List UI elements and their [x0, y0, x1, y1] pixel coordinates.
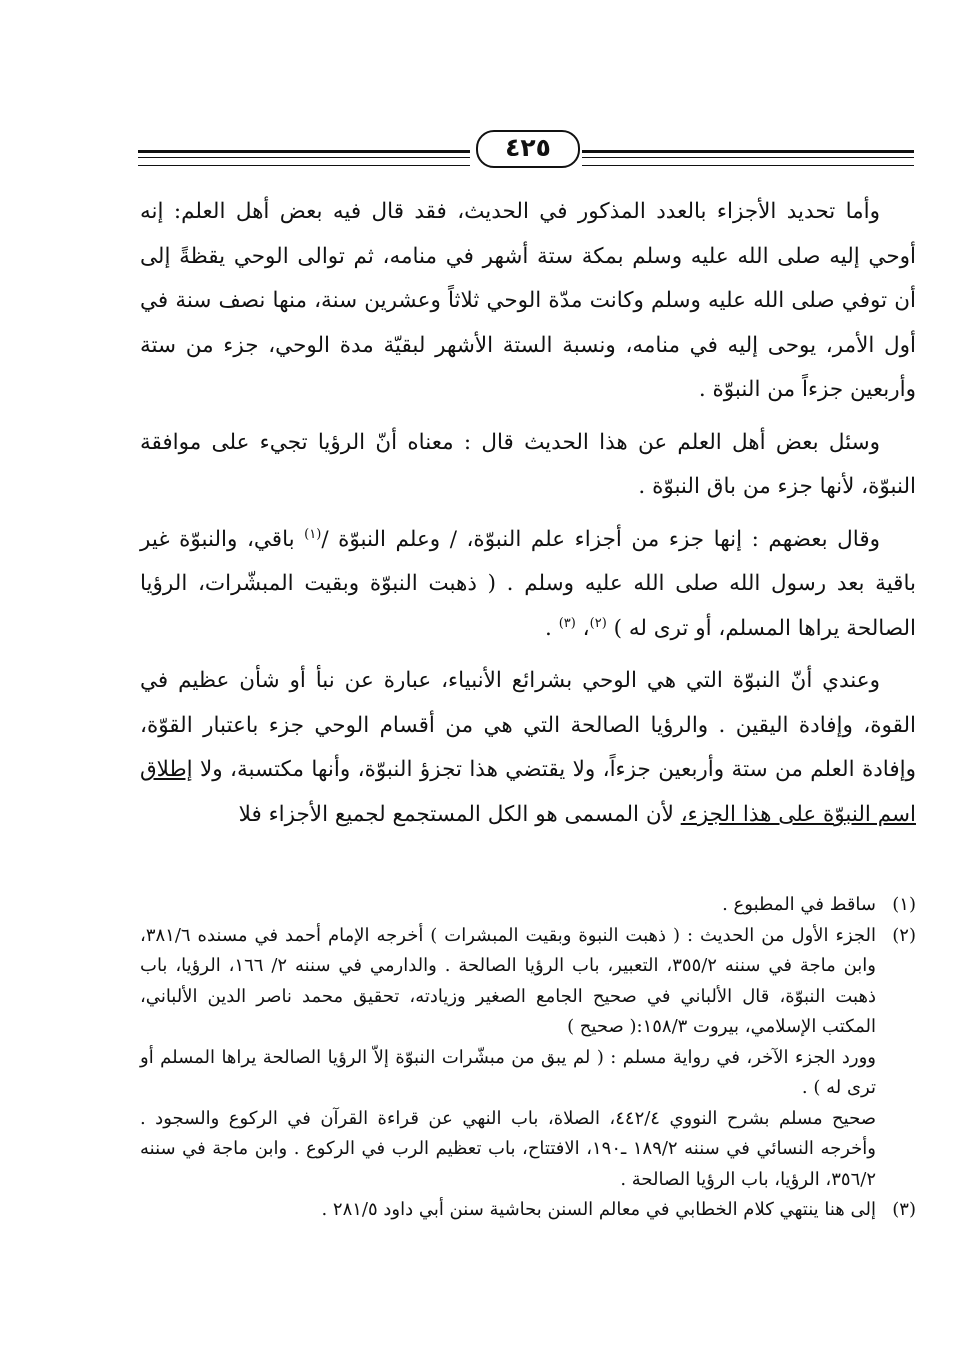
footnote-number: (٣): [892, 1199, 916, 1220]
main-text: [140, 190, 916, 837]
paragraph-3: [140, 518, 916, 652]
paragraph-3-part-b: باقي، والنبوّة غير باقية بعد رسول الله صلى الله عليه وسلم . ( ذهبت النبوّة وبقيت المبشّرات، الرؤيا الصالحة يراها المسلم، أو ترى له ): [140, 526, 916, 641]
footnote-ref-2[interactable]: (٢): [589, 615, 607, 631]
footnote-line: إلى هنا ينتهي كلام الخطابي في معالم السنن بحاشية سنن أبي داود ٢٨١/٥ .: [321, 1199, 876, 1220]
footnotes: [140, 890, 916, 1226]
footnote-number: (١): [892, 894, 916, 915]
header-rule-right: [582, 150, 914, 166]
page-number: ٤٢٥: [476, 130, 580, 168]
footnote-3: [140, 1195, 916, 1226]
page-header: [138, 120, 914, 170]
paragraph-3-part-a: وقال بعضهم : إنها جزء من أجزاء علم النبوّة، / وعلم النبوّة /: [321, 526, 880, 552]
footnote-line: صحيح مسلم بشرح النووي ٤٤٢/٤، الصلاة، باب النهي عن قراءة القرآن في الركوع والسجود . وأخرجه النسائي في سننه ١٨٩/٢ ـ١٩٠، الافتتاح، باب تعظيم الرب في الركوع . وابن ماجة في سننه ٣٥٦/٢، الرؤيا، باب الرؤيا الصالحة .: [140, 1107, 877, 1190]
header-rule-left: [138, 150, 470, 166]
paragraph-4-text: وعندي أنّ النبوّة التي هي الوحي بشرائع الأنبياء، عبارة عن نبأ أو شأن عظيم في القوة، وإفادة اليقين . والرؤيا الصالحة التي هي من أقسام الوحي جزء باعتبار القوّة، وإفادة العلم من ستة وأربعين جزءاً، ولا يقتضي هذا تجزؤ النبوّة، وأنها مكتسبة، ولا: [140, 668, 916, 782]
footnote-number: (٢): [892, 924, 916, 946]
footnote-ref-3[interactable]: (٣): [558, 615, 576, 631]
ref-separator: ،: [575, 615, 590, 641]
footnote-2: [140, 921, 916, 1196]
footnote-ref-1[interactable]: (١): [304, 526, 322, 542]
paragraph-1: وأما تحديد الأجزاء بالعدد المذكور في الحديث، فقد قال فيه بعض أهل العلم: إنه أوحي إليه صلى الله عليه وسلم بمكة ستة أشهر في منامه، ثم توالى الوحي يقظةً إلى أن توفي صلى الله عليه وسلم وكانت مدّة الوحي ثلاثاً وعشرين سنة، منها نصف سنة في أول الأمر، يوحى إليه في منامه، ونسبة الستة الأشهر لبقيّة مدة الوحي، جزء من ستة وأربعين جزءاً من النبوّة .: [140, 199, 916, 402]
footnote-line: الجزء الأول من الحديث : ( ذهبت النبوة وبقيت المبشرات ) أخرجه الإمام أحمد في مسنده ٣٨١/٦، وابن ماجة في سننه ٣٥٥/٢، التعبير، باب الرؤيا الصالحة . والدارمي في سننه ٢/ ١٦٦، الرؤيا، باب ذهبت النبوّة، قال الألباني في صحيح الجامع الصغير وزيادته، تحقيق محمد ناصر الدين الألباني، المكتب الإسلامي، بيروت ١٥٨/٣:( صحيح ): [140, 924, 876, 1037]
paragraph-4: [140, 659, 916, 837]
footnote-line: ساقط في المطبوع .: [722, 894, 876, 915]
paragraph-4-tail: لأن المسمى هو الكل المستجمع لجميع الأجزاء فلا: [238, 801, 681, 827]
footnote-1: [140, 890, 916, 921]
paragraph-3-end: .: [545, 615, 559, 641]
underlined-phrase: إطلاق اسم النبوّة على هذا الجزء،: [140, 757, 916, 827]
footnote-line: وورد الجزء الآخر، في رواية مسلم : ( لم يبق من مبشّرات النبوّة إلاّ الرؤيا الصالحة يراها المسلم أو ترى له ) .: [140, 1046, 876, 1098]
paragraph-2: وسئل بعض أهل العلم عن هذا الحديث قال : معناه أنّ الرؤيا تجيء على موافقة النبوّة، لأنها جزء من باق النبوّة .: [140, 429, 916, 499]
